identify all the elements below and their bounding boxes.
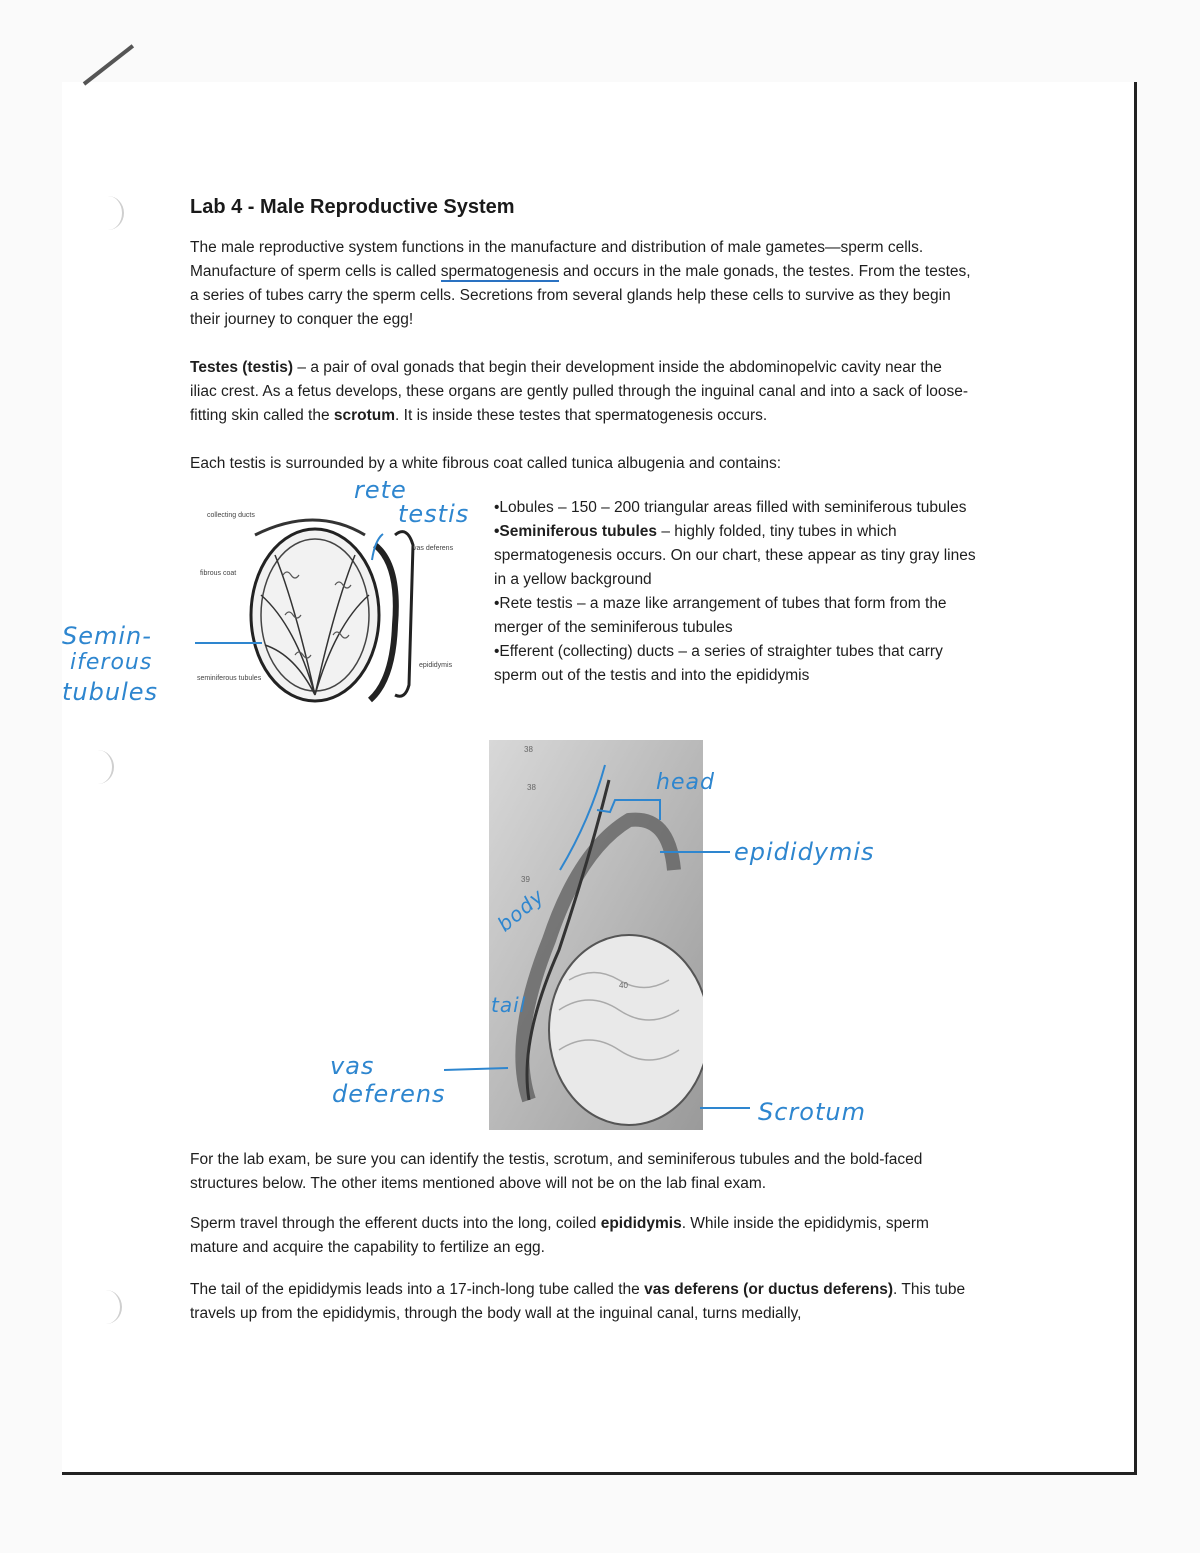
hw-tubules: tubules	[62, 678, 159, 706]
bullet-prefix: •Efferent (collecting) ducts	[494, 643, 675, 660]
hw-epididymis: epididymis	[734, 838, 875, 866]
rete-pointer	[372, 534, 383, 560]
label-vas-deferens: vas deferens	[413, 545, 454, 552]
hw-scrotum: Scrotum	[758, 1098, 866, 1126]
testes-text: . It is inside these testes that spermatogenesis occurs.	[395, 407, 768, 424]
photo-number: 38	[527, 783, 536, 792]
vas-text: . This tube travels up from the epididymis, through the body wall at the inguinal canal, turns medially,	[190, 1281, 966, 1322]
epididymis-text: Sperm travel through the efferent ducts into the long, coiled	[190, 1215, 601, 1232]
hw-iferous: iferous	[70, 650, 153, 675]
scrotum-term: scrotum	[333, 407, 396, 424]
bullet-text: – a series of straighter tubes that carry sperm out of the testis and into the epididymis	[494, 643, 943, 684]
hw-semin: Semin-	[62, 622, 152, 650]
hw-body: body	[492, 883, 549, 937]
epididymis-paragraph	[190, 1212, 980, 1260]
hw-rete: rete	[354, 476, 407, 504]
bullet-text: – highly folded, tiny tubes in which spermatogenesis occurs. On our chart, these appear as tiny gray lines in a yellow background	[494, 523, 976, 588]
hw-vas: vas	[330, 1052, 375, 1080]
bullet-prefix: •Rete testis	[494, 595, 573, 612]
testes-term: Testes (testis)	[190, 359, 294, 376]
head-bracket	[597, 800, 660, 820]
epididymis-text: . While inside the epididymis, sperm mature and acquire the capability to fertilize an egg.	[190, 1215, 929, 1256]
hw-testis: testis	[398, 500, 470, 528]
bullet-prefix: •Seminiferous tubules	[494, 523, 658, 540]
bullet-text: – 150 – 200 triangular areas filled with seminiferous tubules	[553, 499, 967, 516]
hw-head: head	[656, 770, 715, 795]
photo-number: 40	[619, 981, 628, 990]
intro-text: The male reproductive system functions in the manufacture and distribution of male gametes—sperm cells. Manufacture of sperm cells is called	[190, 239, 924, 280]
vas-pointer	[444, 1068, 508, 1070]
label-seminiferous-tubules: seminiferous tubules	[197, 675, 262, 682]
exam-note: For the lab exam, be sure you can identify the testis, scrotum, and seminiferous tubules and the bold-faced structures below. The other items mentioned above will not be on the lab final exam.	[190, 1151, 923, 1192]
hw-deferens: deferens	[332, 1080, 446, 1108]
vas-text: The tail of the epididymis leads into a 17-inch-long tube called the	[190, 1281, 645, 1298]
label-epididymis: epididymis	[419, 662, 453, 669]
bullet-text: – a maze like arrangement of tubes that form from the merger of the seminiferous tubules	[494, 595, 947, 636]
underlined-term: spermatogenesis	[440, 263, 559, 280]
page-title: Lab 4 - Male Reproductive System	[190, 196, 515, 218]
vas-paragraph	[190, 1278, 980, 1326]
hw-tail: tail	[491, 993, 527, 1017]
label-fibrous-coat: fibrous coat	[200, 570, 237, 577]
vas-term: vas deferens (or ductus deferens)	[644, 1281, 894, 1298]
testes-text: – a pair of oval gonads that begin their development inside the abdominopelvic cavity near the iliac crest. As a fetus develops, these organs are gently pulled through the inguinal canal and into a sack of loose-fitting skin called the	[190, 359, 969, 424]
each-testis-text: Each testis is surrounded by a white fibrous coat called tunica albugenia and contains:	[190, 455, 782, 472]
photo-number: 39	[521, 875, 530, 884]
photo-number: 38	[524, 745, 533, 754]
label-collecting-ducts: collecting ducts	[207, 512, 255, 519]
bullet-prefix: •Lobules	[494, 499, 554, 516]
intro-text: and occurs in the male gonads, the testes. From the testes, a series of tubes carry the sperm cells. Secretions from several glands help these cells to survive as they begin their journey to conquer the egg!	[190, 263, 971, 328]
epididymis-term: epididymis	[600, 1215, 682, 1232]
